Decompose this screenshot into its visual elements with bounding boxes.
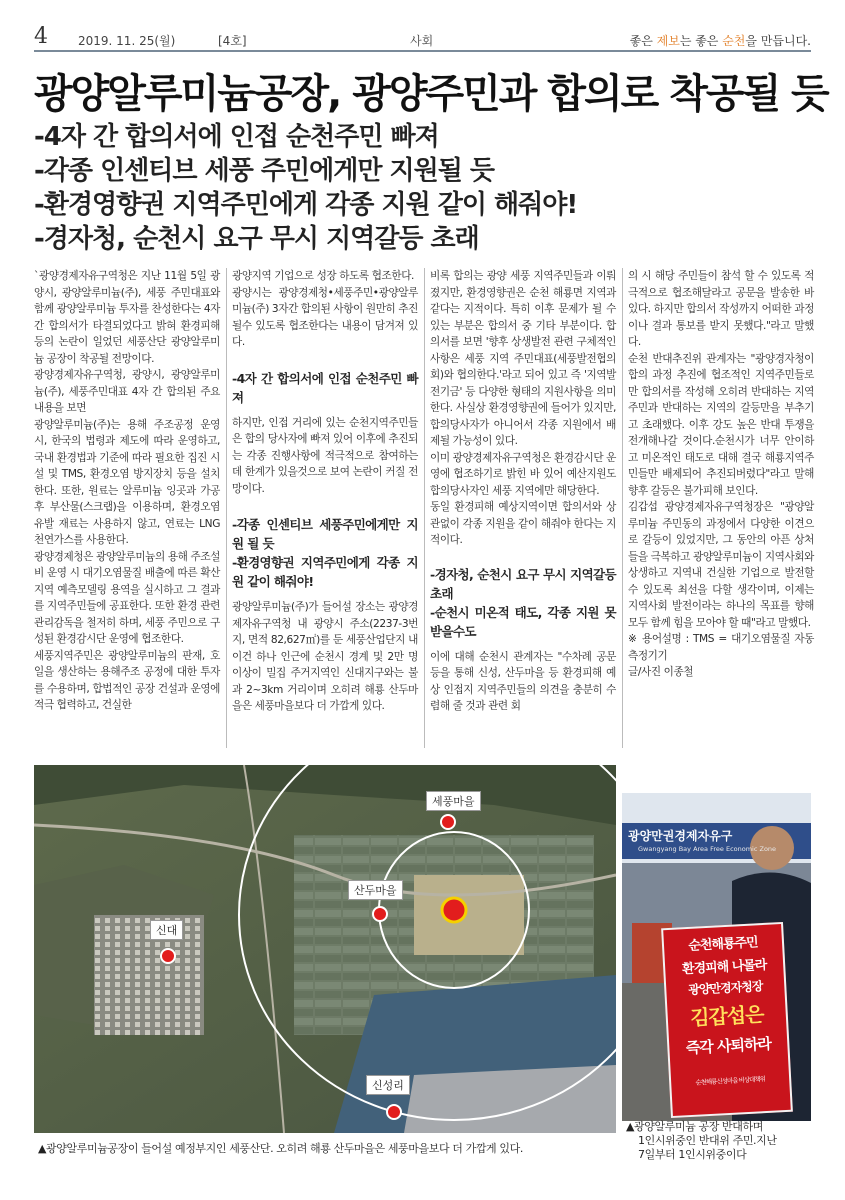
paragraph: 세풍지역주민은 광양알루미늄의 판재, 호일을 생산하는 용해주조 공정에 대한 투자를 수용하며, 합법적인 공장 건설과 운영에 적극 협력하고, 건실한 bbox=[34, 649, 220, 711]
paragraph: 순천 반대추진위 관계자는 "광양경자청이 합의 과정 추진에 협조적인 지역주민들로만 합의서를 작성해 오히려 반대하는 지역주민과 반대하는 지역의 갈등만을 부추기고 초래했다. 이후 강도 높은 반대 투쟁을 전개해나갈 것이다.순천시가 너무 안이하고 미온적인 태도로 대해 결국 해룡지역주민들만 배제되어 추진되버렸다"라고 말해 향후 갈등은 불가피해 보인다. bbox=[628, 352, 814, 497]
satellite-map-image bbox=[34, 765, 616, 1133]
section-subhead: -순천시 미온적 태도, 각종 지원 못받을수도 bbox=[430, 604, 616, 639]
column-1 bbox=[34, 268, 220, 714]
section-subhead: -각종 인센티브 세풍주민에게만 지원 될 듯 bbox=[232, 517, 418, 551]
column-divider bbox=[424, 268, 425, 748]
paragraph: 광양경제청은 광양알루미늄의 용해 주조설비 운영 시 대기오염물질 배출에 따른 확산지역 예측모델링 용역을 실시하고 그 결과를 지역주민들에 공표한다. 또한 환경 관련 관리감독을 철저히 하며, 세풍 주민으로 구성된 환경감시단 운영에 협조한다. bbox=[34, 550, 220, 645]
sign-line: 김갑섭은 bbox=[689, 1002, 765, 1030]
paragraph: 광양알루미늄(주)가 들어설 장소는 광양경제자유구역청 내 광양시 주소(2237-3번지, 면적 82,627㎡)를 둔 세풍산업단지 내 이건 하나 인근에 순천시 경계 및 2만 명 이상이 밀집 주거지역인 신대지구와는 불과 2~3km 거리이며 오히려 해룡 산두마을은 세풍마을보다 더 가깝게 있다. bbox=[232, 601, 418, 712]
factory-site-marker bbox=[442, 898, 466, 922]
building-sign-english: Gwangyang Bay Area Free Economic Zone bbox=[638, 845, 777, 853]
paragraph: 광양경제자유구역청, 광양시, 광양알루미늄(주), 세풍주민대표 4자 간 합의된 주요 내용을 보면 bbox=[34, 369, 220, 414]
subheadline-2: -각종 인센티브 세풍 주민에게만 지원될 듯 bbox=[34, 156, 495, 186]
paragraph: 하지만, 인접 거리에 있는 순천지역주민들은 합의 당사자에 빠져 있어 이후에 추진되는 각종 진행사항에 적극적으로 참여하는데 한계가 있을것으로 보여 논란이 커질 전망이다. bbox=[232, 416, 418, 495]
paragraph: 의 시 해당 주민들이 참석 할 수 있도록 적극적으로 협조해달라고 공문을 발송한 바 있다. 하지만 합의서 작성까지 어떠한 과정이나 결과 통보를 받지 못했다."라고 말했다. bbox=[628, 270, 814, 348]
paragraph: 광양알루미늄(주)는 용해 주조공정 운영 시, 한국의 법령과 제도에 따라 운영하고, 국내 환경법과 기준에 따라 필요한 집진 시설 및 TMS, 환경오염 방지장치 등을 설치한다. 또한, 원료는 알루미늄 잉곳과 가공 후 부산물(스크랩)을 이용하며, 환경오염 유발 재료는 사용하지 않고, 연료는 LNG 천연가스를 사용한다. bbox=[34, 418, 220, 546]
section-subhead: -경자청, 순천시 요구 무시 지역갈등 초래 bbox=[430, 566, 616, 601]
section-subhead: -4자 간 합의서에 인접 순천주민 빠져 bbox=[232, 370, 418, 405]
page-number: 4 bbox=[34, 24, 48, 49]
pin-sinseong bbox=[387, 1105, 401, 1119]
column-divider bbox=[226, 268, 227, 748]
sign-line: 광양만경자청장 bbox=[687, 979, 763, 997]
map-caption: ▲광양알루미늄공장이 들어설 예정부지인 세풍산단. 오히려 해룡 산두마을은 세풍마을보다 더 가깝게 있다. bbox=[38, 1142, 523, 1155]
sign-footer: 순천해룡신성마을 비상대책위 bbox=[695, 1075, 766, 1087]
sign-line: 즉각 사퇴하라 bbox=[685, 1034, 772, 1058]
paragraph: `광양경제자유구역청은 지난 11월 5일 광양시, 광양알루미늄(주), 세풍 주민대표와 함께 광양알루미늄 투자를 찬성한다는 4자 간 합의서가 타결되었다고 밝혀 환경피해 등의 논란이 일었던 세풍산단 광양알루미늄 공장이 착공될 전망이다. bbox=[34, 270, 220, 365]
article-body bbox=[34, 268, 814, 748]
section-subhead: -환경영향권 지역주민에게 각종 지원 같이 해줘야! bbox=[232, 555, 418, 589]
pin-sandu bbox=[373, 907, 387, 921]
issue-number: [4호] bbox=[218, 34, 247, 48]
issue-date: 2019. 11. 25(월) bbox=[78, 34, 176, 48]
headline: 광양알루미늄공장, 광양주민과 합의로 착공될 듯 bbox=[34, 71, 828, 117]
header-rule bbox=[34, 50, 811, 52]
subheadline-1: -4자 간 합의서에 인접 순천주민 빠져 bbox=[34, 122, 439, 152]
subheadline-4: -경자청, 순천시 요구 무시 지역갈등 초래 bbox=[34, 224, 479, 254]
paragraph: 이미 광양경제자유구역청은 환경감시단 운영에 협조하기로 밝힌 바 있어 예산지원도 합의당사자인 세풍 지역에만 해당한다. bbox=[430, 451, 616, 497]
map-label-sandu: 산두마을 bbox=[348, 880, 403, 900]
paragraph: 비록 합의는 광양 세풍 지역주민들과 이뤄졌지만, 환경영향권은 순천 해룡면 지역과 같다는 지적이다. 특히 이후 문제가 될 수 있는 부분은 합의서 중 기타 부분이다. 합의서를 보면 '향후 상생발전 관련 구체적인 사항은 세풍 지역 주민대표(세풍발전협의회)와 협의한다.'라고 되어 있고 즉 '지역발전기금' 등 다양한 형태의 지원사항을 의미한다. 사실상 환경영향권에 들어가 있지만, 합의당사자가 아니어서 각종 지원에서 배제될 가능성이 있다. bbox=[430, 270, 616, 447]
slogan: 좋은 제보는 좋은 순천을 만듭니다. bbox=[629, 34, 811, 48]
map-label-sepung: 세풍마을 bbox=[426, 791, 481, 811]
paragraph: 이에 대해 순천시 관계자는 "수차례 공문 등을 통해 신성, 산두마을 등 환경피해 예상 인접지 지역주민들의 의견을 충분히 수렴해 줄 것과 관련 회 bbox=[430, 650, 616, 712]
column-3 bbox=[430, 268, 616, 715]
subheadline-3: -환경영향권 지역주민에게 각종 지원 같이 해줘야! bbox=[34, 190, 578, 220]
protest-photo bbox=[622, 793, 811, 1121]
column-4 bbox=[628, 268, 814, 681]
page-header bbox=[34, 26, 811, 50]
sign-line: 순천해룡주민 bbox=[688, 935, 759, 954]
byline: 글/사진 이종철 bbox=[628, 666, 694, 678]
pin-sepung bbox=[441, 815, 455, 829]
paragraph: 광양시는 광양경제청•세풍주민•광양알루미늄(주) 3자간 합의된 사항이 원만히 추진될수 있도록 협조한다는 내용이 담겨져 있다. bbox=[232, 286, 418, 348]
map-label-sinseong: 신성리 bbox=[366, 1075, 410, 1095]
column-2 bbox=[232, 268, 418, 715]
sign-line: 환경피해 나몰라 bbox=[681, 957, 767, 978]
paragraph: 광양지역 기업으로 성장 하도록 협조한다. bbox=[232, 270, 415, 282]
satellite-map-photo bbox=[34, 765, 616, 1133]
map-label-sindae: 신대 bbox=[150, 920, 183, 940]
pin-sindae bbox=[161, 949, 175, 963]
glossary-note: ※ 용어설명 : TMS = 대기오염물질 자동측정기기 bbox=[628, 633, 814, 662]
subheadlines bbox=[34, 120, 814, 256]
building-sign: 광양만권경제자유구 bbox=[628, 829, 733, 843]
protest-caption: ▲광양알루미늄 공장 반대하며 1인시위중인 반대위 주민.지난 7일부터 1인시위중이다 bbox=[626, 1120, 777, 1161]
paragraph: 동일 환경피해 예상지역이면 합의서와 상관없이 각종 지원을 같이 해줘야 한다는 지적이다. bbox=[430, 501, 616, 546]
protest-sign bbox=[661, 922, 793, 1118]
column-divider bbox=[622, 268, 623, 748]
paragraph: 김갑섭 광양경제자유구역청장은 "광양알루미늄 주민동의 과정에서 다양한 이견으로 갈등이 있었지만, 그 동안의 아픈 상처들을 극복하고 광양알루미늄이 지역사회와 상생하고 지역내 건실한 기업으로 발전할 수 있도록 최선을 다할 생각이며, 이제는 지역사회 발전이라는 하나의 목표를 향해 모두 함께 힘을 모아야 할 때"라고 말했다. bbox=[628, 501, 814, 629]
section-name: 사회 bbox=[410, 34, 434, 48]
